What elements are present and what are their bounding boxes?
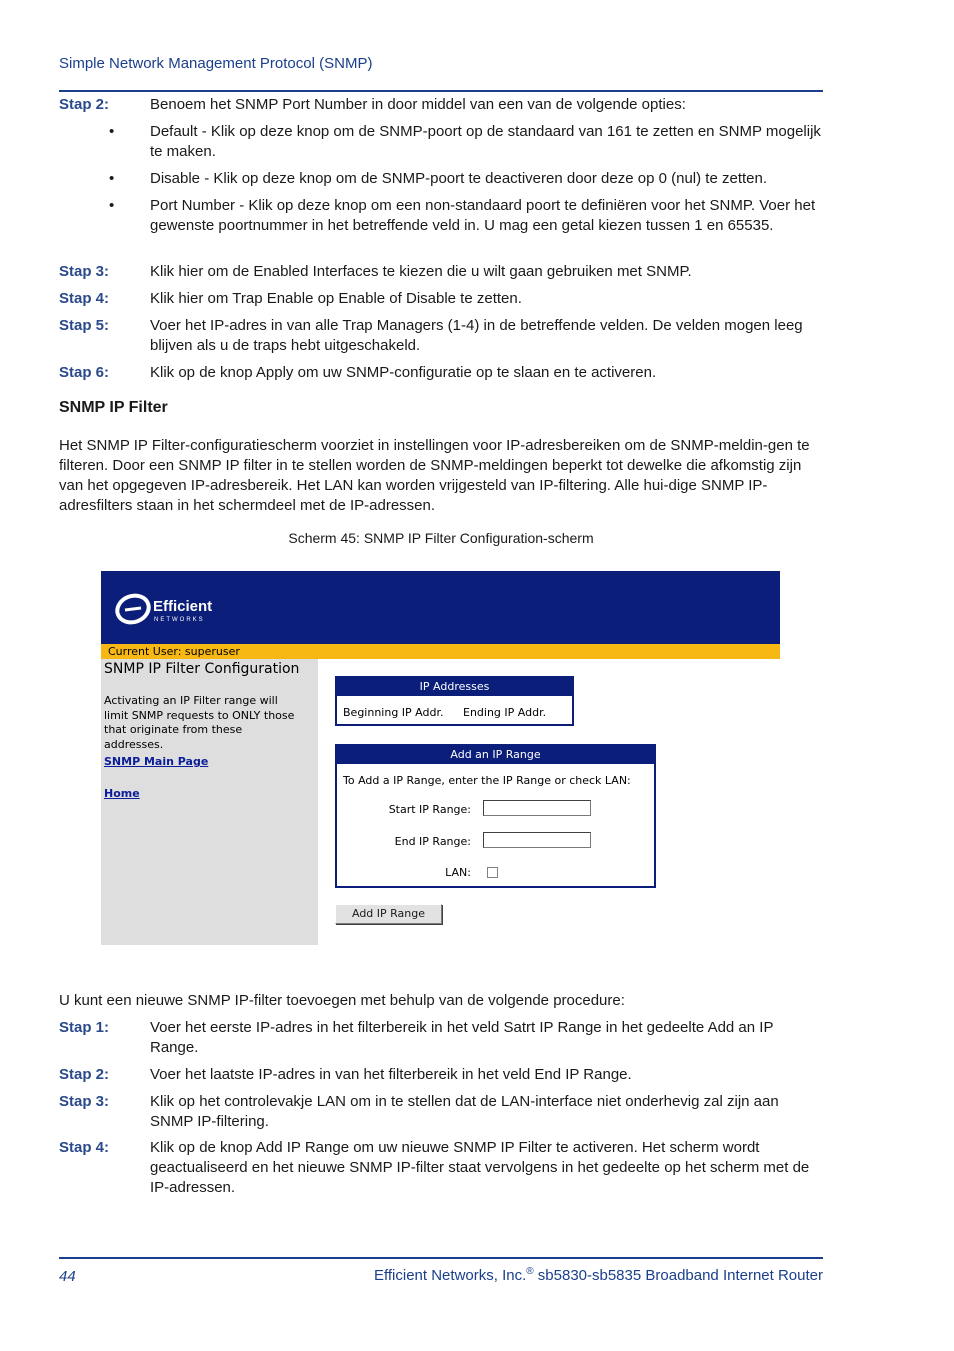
end-ip-label: End IP Range: [394,835,471,848]
header-banner [101,571,780,644]
step-item [59,363,823,383]
step-text: Voer het eerste IP-adres in het filterbereik in het veld Satrt IP Range in het gedeelte Add an IP Range. [150,1019,774,1056]
bullet-text: Default - Klik op deze knop om de SNMP-poort op de standaard van 161 te zetten en SNMP mogelijk te maken. [150,123,821,160]
bullet-symbol: • [109,170,115,187]
ip-addresses-panel [335,676,574,726]
footer-product: sb5830-sb5835 Broadband Internet Router [533,1267,823,1284]
add-ip-range-button[interactable]: Add IP Range [335,904,442,924]
running-head: Simple Network Management Protocol (SNMP) [59,55,373,72]
ip-begin-header: Beginning IP Addr. [343,706,444,719]
start-ip-input[interactable] [483,800,591,816]
step-item [59,1138,823,1198]
step-text: Klik op de knop Add IP Range om uw nieuwe SNMP IP Filter te activeren. Het scherm wordt geactualiseerd en het nieuwe SNMP IP-filter staat vervolgens in het gedeelte op het scherm met de IP-adressen. [150,1139,810,1196]
start-ip-label: Start IP Range: [388,803,471,816]
add-ip-range-title: Add an IP Range [337,746,654,764]
step-label: Stap 3: [59,1093,110,1110]
sidebar [101,659,318,945]
add-ip-range-panel [335,744,656,888]
bullet-item [59,169,823,189]
sidebar-description: Activating an IP Filter range will limit SNMP requests to ONLY those that originate from these addresses. [104,694,295,751]
step-label: Stap 2: [59,1066,110,1083]
step-item [59,1065,823,1085]
step-item [59,95,823,115]
step-text: Klik op de knop Apply om uw SNMP-configuratie op te slaan en te activeren. [150,364,657,381]
step-label: Stap 1: [59,1019,110,1036]
procedure-intro: U kunt een nieuwe SNMP IP-filter toevoegen met behulp van de volgende procedure: [59,992,625,1009]
section-heading: SNMP IP Filter [59,399,168,416]
step-item [59,316,823,356]
bullet-item [59,196,823,236]
figure-caption: Scherm 45: SNMP IP Filter Configuration-scherm [288,530,594,546]
section-intro: Het SNMP IP Filter-configuratiescherm voorziet in instellingen voor IP-adresbereiken om de SNMP-meldin-gen te filteren. Door een SNMP IP filter in te stellen worden de SNMP-meldingen beperkt tot dewelke die afkomstig zijn van het opgegeven IP-adresbereik. Het LAN kan worden vrijgesteld van IP-filtering. Alle hui-dige SNMP IP-adresfilters staan in het schermdeel met de IP-adressen. [59,437,810,514]
lan-label: LAN: [445,866,471,879]
step-text: Benoem het SNMP Port Number in door middel van een van de volgende opties: [150,96,686,113]
step-label: Stap 2: [59,96,110,113]
bullet-item [59,122,823,162]
registered-mark: ® [526,1266,534,1277]
current-user-text: Current User: superuser [108,645,240,658]
efficient-logo-icon [115,591,245,627]
lan-checkbox[interactable] [487,867,498,878]
ip-addresses-title: IP Addresses [337,678,572,696]
home-link[interactable]: Home [104,787,140,800]
step-label: Stap 3: [59,263,110,280]
step-label: Stap 4: [59,290,110,307]
logo-text: Efficient [153,598,213,615]
bullet-text: Port Number - Klik op deze knop om een non-standaard poort te definiëren voor het SNMP. Voer het gewenste poortnummer in het betreffende veld in. U mag een getal kiezen tussen 1 en 65535. [150,197,816,234]
step-text: Klik hier om Trap Enable op Enable of Disable te zetten. [150,290,522,307]
step-item [59,262,823,282]
step-text: Klik hier om de Enabled Interfaces te kiezen die u wilt gaan gebruiken met SNMP. [150,263,692,280]
ip-end-header: Ending IP Addr. [463,706,547,719]
current-user-bar [101,644,780,659]
footer-company: Efficient Networks, Inc. [373,1267,527,1284]
snmp-main-page-link[interactable]: SNMP Main Page [104,755,209,768]
header-rule [59,90,823,92]
step-item [59,289,823,309]
sidebar-title: SNMP IP Filter Configuration [104,661,300,677]
screenshot-figure [101,571,780,945]
step-text: Klik op het controlevakje LAN om in te stellen dat de LAN-interface niet onderhevig zal zijn aan SNMP IP-filtering. [150,1093,779,1130]
step-text: Voer het laatste IP-adres in van het filterbereik in het veld End IP Range. [150,1066,632,1083]
add-instruction: To Add a IP Range, enter the IP Range or check LAN: [343,774,631,787]
end-ip-input[interactable] [483,832,591,848]
footer-title [374,1266,823,1284]
step-item [59,1018,823,1058]
logo-subtext: NETWORKS [154,617,205,623]
step-label: Stap 5: [59,317,110,334]
step-label: Stap 6: [59,364,110,381]
bullet-text: Disable - Klik op deze knop om de SNMP-poort te deactiveren door deze op 0 (nul) te zetten. [150,170,767,187]
bullet-symbol: • [109,123,115,140]
page-number: 44 [59,1268,76,1285]
step-item [59,1092,823,1132]
footer-rule [59,1257,823,1259]
bullet-symbol: • [109,197,115,214]
step-text: Voer het IP-adres in van alle Trap Managers (1-4) in de betreffende velden. De velden mogen leeg blijven als u de traps hebt uitgeschakeld. [150,317,803,354]
step-label: Stap 4: [59,1139,110,1156]
